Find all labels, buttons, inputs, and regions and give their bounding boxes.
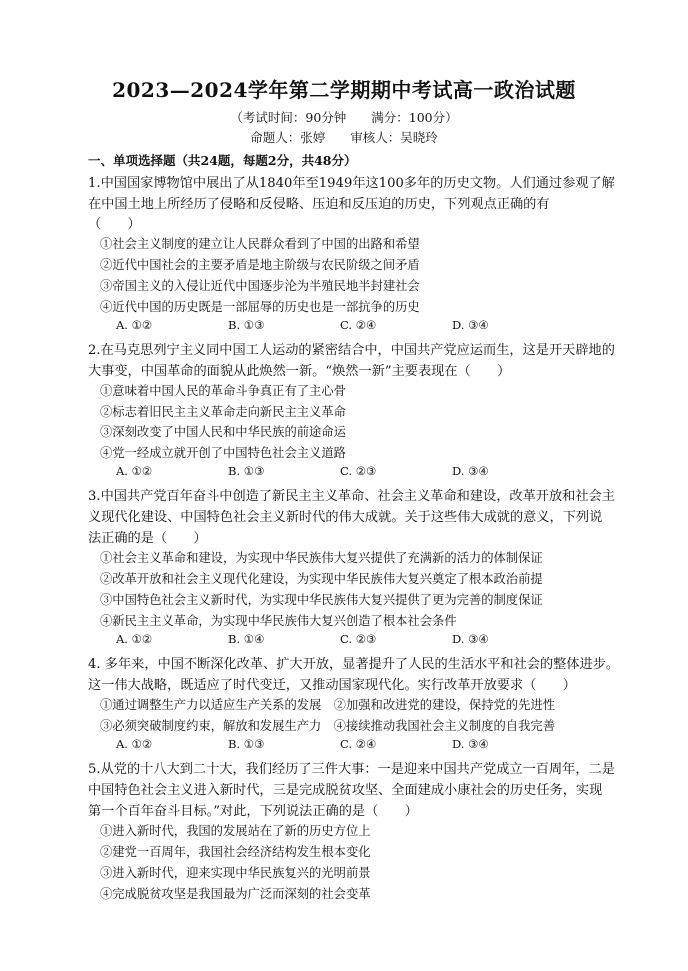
question-5-stem-line-2: 中国特色社会主义进入新时代，三是完成脱贫攻坚、全面建成小康社会的历史任务，实现	[88, 783, 603, 798]
question-2-option-4: ④党一经成立就开创了中国特色社会主义道路	[100, 446, 346, 460]
question-2-stem-line-2: 大事变，中国革命的面貌从此焕然一新。“焕然一新”主要表现在（ ）	[88, 364, 511, 379]
question-1-choice-d: D. ③④	[452, 318, 489, 332]
question-2-option-3: ③深刻改变了中国人民和中华民族的前途命运	[100, 425, 346, 439]
question-2-choice-a: A. ①②	[116, 464, 153, 478]
question-3-stem-line-2: 义现代化建设、中国特色社会主义新时代的伟大成就。关于这些伟大成就的意义，下列说	[88, 510, 603, 525]
question-1-option-3: ③帝国主义的入侵让近代中国逐步沦为半殖民地半封建社会	[100, 279, 420, 293]
question-5-option-4: ④完成脱贫攻坚是我国最为广泛而深刻的社会变革	[100, 887, 371, 901]
question-1-choices	[116, 318, 516, 334]
question-4-choice-a: A. ①②	[116, 737, 153, 751]
exam-title: 2023—2024学年第二学期期中考试高一政治试题	[112, 78, 576, 102]
question-4-stem-line-1: 4. 多年来，中国不断深化改革、扩大开放，显著提升了人民的生活水平和社会的整体进步。	[88, 657, 620, 672]
question-5-option-3: ③进入新时代，迎来实现中华民族复兴的光明前景	[100, 866, 371, 880]
question-3-option-4: ④新民主主义革命，为实现中华民族伟大复兴创造了根本社会条件	[100, 614, 457, 628]
question-4-stem-line-2: 这一伟大战略，既适应了时代变迁，又推动国家现代化。实行改革开放要求（ ）	[88, 678, 576, 693]
question-1-option-2: ②近代中国社会的主要矛盾是地主阶级与农民阶级之间矛盾	[100, 258, 420, 272]
question-4-choice-b: B. ①③	[228, 737, 265, 751]
question-3-choice-c: C. ②③	[340, 632, 377, 646]
question-3-choice-d: D. ③④	[452, 632, 489, 646]
question-4-choice-c: C. ②④	[340, 737, 377, 751]
question-5-stem-line-1: 5.从党的十八大到二十大，我们经历了三件大事：一是迎来中国共产党成立一百周年，二是	[88, 762, 615, 777]
question-2-choices	[116, 464, 516, 480]
question-2-option-2: ②标志着旧民主主义革命走向新民主主义革命	[100, 405, 346, 419]
question-3-stem-line-3: 法正确的是（ ）	[88, 531, 207, 546]
exam-info: （考试时间：90分钟 满分：100分）	[230, 110, 458, 125]
question-3-stem-line-1: 3.中国共产党百年奋斗中创造了新民主主义革命、社会主义革命和建设，改革开放和社会主	[88, 489, 615, 504]
question-4-choice-d: D. ③④	[452, 737, 489, 751]
question-2-choice-c: C. ②③	[340, 464, 377, 478]
question-3-option-3: ③中国特色社会主义新时代，为实现中华民族伟大复兴提供了更为完善的制度保证	[100, 593, 543, 607]
question-3-choice-b: B. ①④	[228, 632, 265, 646]
question-3-option-2: ②改革开放和社会主义现代化建设，为实现中华民族伟大复兴奠定了根本政治前提	[100, 572, 543, 586]
question-3-choices	[116, 632, 516, 648]
question-4-option-row-2: ③必须突破制度约束，解放和发展生产力 ④接续推动我国社会主义制度的自我完善	[100, 719, 555, 733]
question-4-choices	[116, 737, 516, 753]
question-1-choice-a: A. ①②	[116, 318, 153, 332]
question-5-option-1: ①进入新时代，我国的发展站在了新的历史方位上	[100, 824, 371, 838]
question-3-choice-a: A. ①②	[116, 632, 153, 646]
question-1-stem-line-1: 1.中国国家博物馆中展出了从1840年至1949年这100多年的历史文物。人们通过参观了解	[88, 176, 615, 191]
question-1-choice-c: C. ②④	[340, 318, 377, 332]
question-4-option-row-1: ①通过调整生产力以适应生产关系的发展 ②加强和改进党的建设，保持党的先进性	[100, 698, 555, 712]
question-2-choice-d: D. ③④	[452, 464, 489, 478]
exam-authors: 命题人：张婷 审核人：吴晓玲	[250, 130, 438, 145]
question-2-option-1: ①意味着中国人民的革命斗争真正有了主心骨	[100, 384, 346, 398]
question-5-option-2: ②建党一百周年，我国社会经济结构发生根本变化	[100, 845, 371, 859]
question-2-choice-b: B. ①③	[228, 464, 265, 478]
question-2-stem-line-1: 2.在马克思列宁主义同中国工人运动的紧密结合中，中国共产党应运而生，这是开天辟地的	[88, 343, 615, 358]
question-1-choice-b: B. ①③	[228, 318, 265, 332]
question-3-option-1: ①社会主义革命和建设，为实现中华民族伟大复兴提供了充满新的活力的体制保证	[100, 551, 543, 565]
question-1-stem-line-2: 在中国土地上所经历了侵略和反侵略、压迫和反压迫的历史，下列观点正确的有	[88, 197, 550, 212]
question-5-stem-line-3: 第一个百年奋斗目标。”对此，下列说法正确的是（ ）	[88, 804, 418, 819]
section-heading: 一、单项选择题（共24题，每题2分，共48分）	[88, 153, 357, 168]
question-1-option-4: ④近代中国的历史既是一部屈辱的历史也是一部抗争的历史	[100, 300, 420, 314]
question-1-stem-line-3: （ ）	[88, 217, 141, 232]
question-1-option-1: ①社会主义制度的建立让人民群众看到了中国的出路和希望	[100, 237, 420, 251]
